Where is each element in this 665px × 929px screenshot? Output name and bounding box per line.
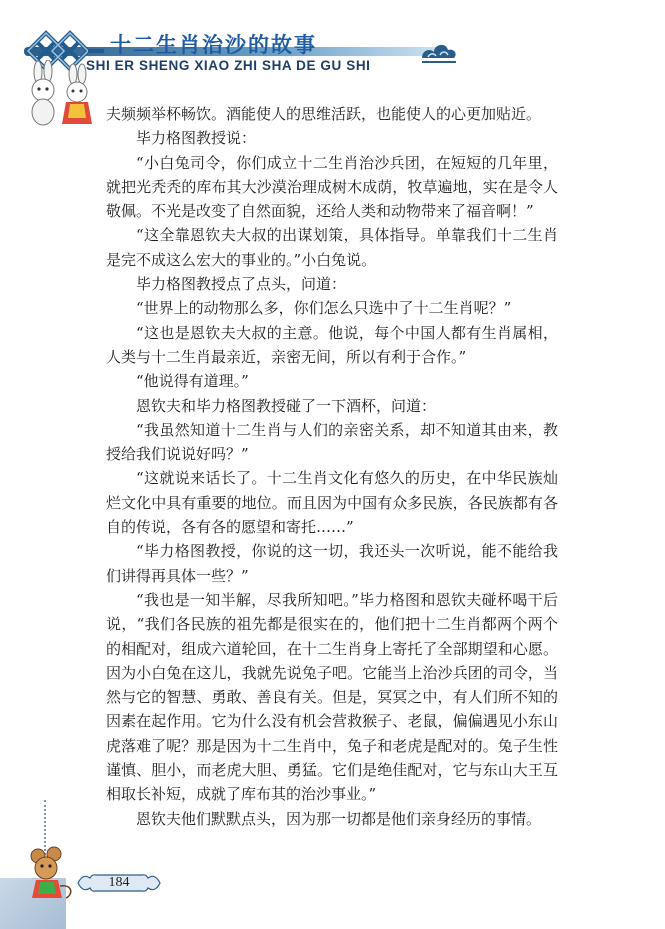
paragraph: “他说得有道理。” (136, 372, 249, 391)
book-title: 十二生肖治沙的故事 (110, 32, 317, 57)
paragraph: “我也是一知半解，尽我所知吧。”毕力格图和恩钦夫碰杯喝干后说，“我们各民族的祖先都是很实在的，他们把十二生肖都两个两个的相配对，组成六道轮回，在十二生肖身上寄托了全部期望和心愿。因为小白兔在这儿，我就先说兔子吧。它能当上治沙兵团的司令，当然与它的智慧、勇敢、善良有关。但是，冥冥之中，有人们所不知的因素在起作用。它为什么没有机会营救猴子、老鼠，偏偏遇见小东山虎落难了呢？那是因为十二生肖中，兔子和老虎是配对的。兔子生性谨慎、胆小，而老虎大胆、勇猛。它们是绝佳配对，它与东山大王互相取长补短，成就了库布其的治沙事业。” (106, 590, 558, 804)
page-number: 184 (108, 875, 130, 890)
paragraph: “这也是恩钦夫大叔的主意。他说，每个中国人都有生肖属相，人类与十二生肖最亲近，亲密无间，所以有利于合作。” (106, 323, 558, 366)
paragraph: “这就说来话长了。十二生肖文化有悠久的历史，在中华民族灿烂文化中具有重要的地位。而且因为中国有众多民族，各民族都有各自的传说，各有各的愿望和寄托……” (106, 469, 558, 537)
paragraph: 夫频频举杯畅饮。酒能使人的思维活跃，也能使人的心更加贴近。 (106, 105, 542, 123)
paragraph: 恩钦夫他们默默点头，因为那一切都是他们亲身经历的事情。 (136, 809, 542, 828)
paragraph: “毕力格图教授，你说的这一切，我还头一次听说，能不能给我们讲得再具体一些？” (106, 542, 558, 585)
paragraph: “这全靠恩钦夫大叔的出谋划策，具体指导。单靠我们十二生肖是完不成这么宏大的事业的。”小白兔说。 (106, 226, 558, 269)
paragraph: 毕力格图教授说： (136, 129, 257, 148)
paragraph: “世界上的动物那么多，你们怎么只选中了十二生肖呢？” (136, 299, 512, 318)
page-header (0, 0, 665, 110)
mouse-icon (20, 846, 80, 904)
paragraph: 恩钦夫和毕力格图教授碰了一下酒杯，问道： (136, 396, 437, 415)
rabbit-icon (18, 60, 98, 130)
cloud-icon (418, 38, 458, 66)
body-text (106, 102, 558, 831)
paragraph: 毕力格图教授点了点头，问道： (136, 275, 347, 294)
paragraph: “我虽然知道十二生肖与人们的亲密关系，却不知道其由来，教授给我们说说好吗？” (106, 420, 558, 464)
book-title-pinyin: SHI ER SHENG XIAO ZHI SHA DE GU SHI (86, 58, 371, 73)
paragraph: “小白兔司令，你们成立十二生肖治沙兵团，在短短的几年里，就把光秃秃的库布其大沙漠治理成树木成荫，牧草遍地，实在是令人敬佩。不光是改变了自然面貌，还给人类和动物带来了福音啊！” (106, 153, 558, 221)
